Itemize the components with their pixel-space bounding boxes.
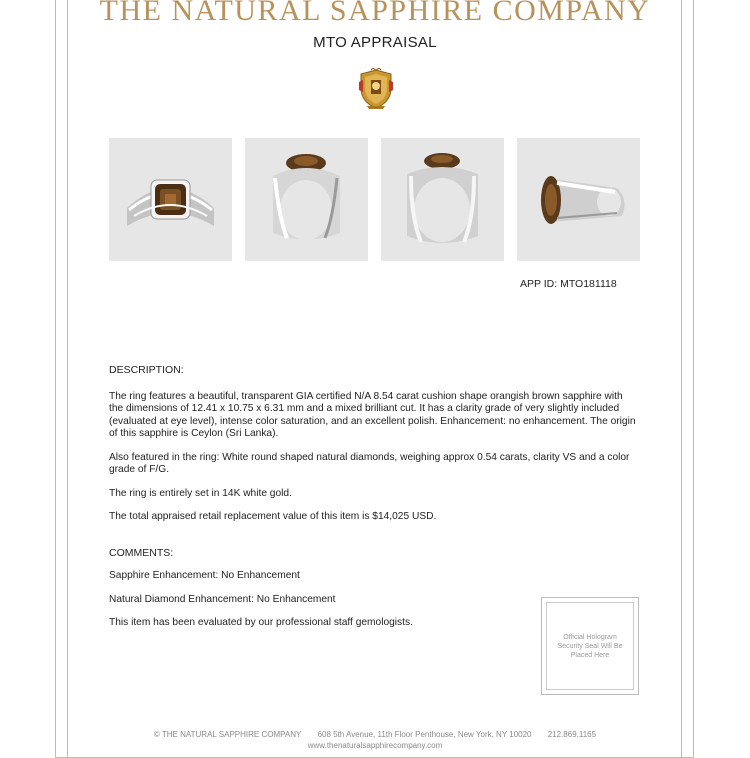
footer-website[interactable]: www.thenaturalsapphirecompany.com [307,741,443,750]
company-name: THE NATURAL SAPPHIRE COMPANY [99,0,651,27]
gold-crest-icon [357,68,395,110]
footer-address: 608 5th Avenue, 11th Floor Penthouse, New York, NY 10020 [317,730,532,739]
description-paragraph: Also featured in the ring: White round shaped natural diamonds, weighing approx 0.54 carats, clarity VS and a color grade of F/G. [109,451,630,475]
seal-text: Official Hologram Security Seal Will Be Placed Here [557,633,623,659]
comment-line: Sapphire Enhancement: No Enhancement [109,570,300,581]
description-paragraph: The total appraised retail replacement value of this item is $14,025 USD. [109,511,437,522]
comments-label: COMMENTS: [109,546,174,559]
comment-line: Natural Diamond Enhancement: No Enhancement [109,593,336,605]
ring-angle-view-photo [517,138,640,261]
ring-back-view-photo [381,138,504,261]
appraisal-content [109,364,639,630]
ring-front-view-photo [109,138,232,261]
ring-side-view-photo [245,138,368,261]
footer-phone: 212.869.1165 [547,730,597,739]
description-label: DESCRIPTION: [109,364,184,376]
comment-line: This item has been evaluated by our professional staff gemologists. [109,617,413,628]
description-paragraph: The ring features a beautiful, transparent GIA certified N/A 8.54 carat cushion shape orangish brown sapphire with the dimensions of 12.41 x 10.75 x 6.31 mm and a mixed brilliant cut. It has a clarity grade of very slightly included (evaluated at eye level), intense color saturation, and an excellent polish. Enhancement: no enhancement. The origin of this sapphire is Ceylon (Sri Lanka). [109,390,636,439]
footer-company: © THE NATURAL SAPPHIRE COMPANY [153,730,302,739]
document-title: MTO APPRAISAL [313,34,437,51]
hologram-seal-box [541,597,639,695]
description-paragraph: The ring is entirely set in 14K white gold. [109,487,292,499]
footer [0,729,750,751]
app-id: APP ID: MTO181118 [520,278,617,290]
